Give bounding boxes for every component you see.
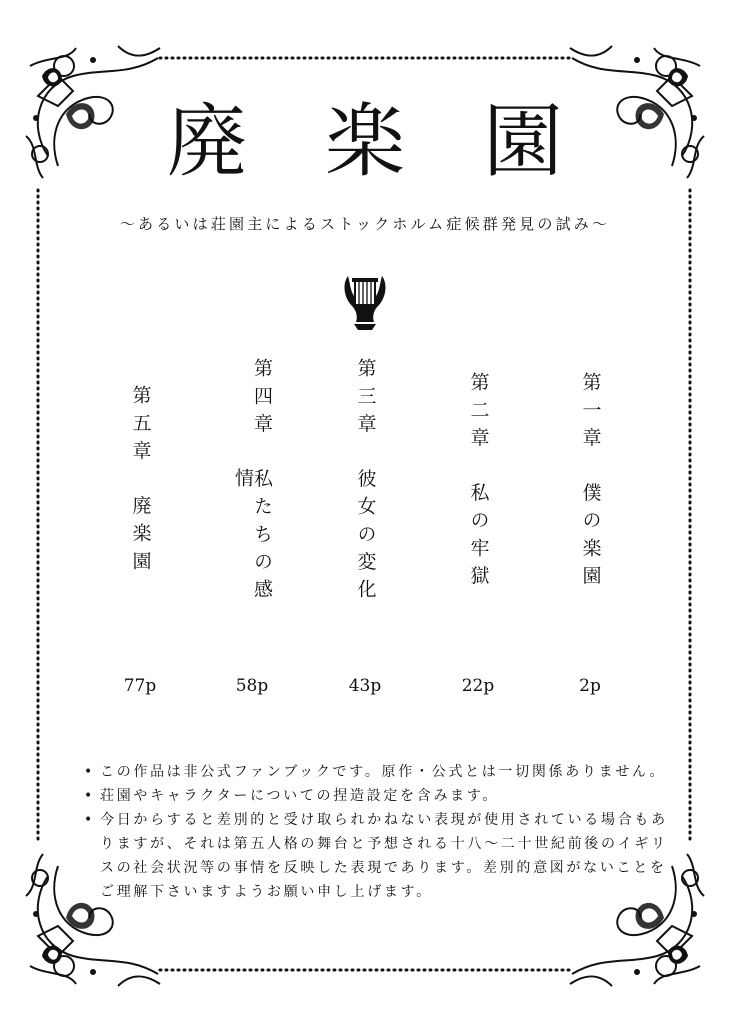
page-number: 2p <box>579 676 601 696</box>
chapter-title: 第三章 彼女の変化 <box>354 357 377 607</box>
subtitle: ～あるいは荘園主によるストックホルム症候群発見の試み～ <box>119 215 611 233</box>
list-item <box>84 784 674 808</box>
note-text: この作品は非公式ファンブックです。原作・公式とは一切関係ありません。 <box>100 764 667 780</box>
chapter-4[interactable] <box>232 352 273 696</box>
page-number: 77p <box>123 676 157 696</box>
lyre-icon <box>342 272 388 332</box>
chapter-5[interactable] <box>120 352 160 696</box>
page-title: 廃楽園 <box>167 95 641 188</box>
table-of-contents <box>120 352 620 696</box>
note-text: 今日からすると差別的と受け取られかねない表現が使用されている場合もありますが、それは第五人格の舞台と予想される十八～二十世紀前後のイギリスの社会状況等の事情を反映した表現であります。差別的意図がないことをご理解下さいますようお願い申し上げます。 <box>100 812 668 900</box>
chapter-title: 第四章 私たちの感情 <box>232 357 273 607</box>
chapter-title: 第五章 廃楽園 <box>129 385 152 579</box>
bullet: • <box>84 812 95 828</box>
page-number: 22p <box>461 676 495 696</box>
list-item <box>84 808 674 904</box>
list-item <box>84 760 674 784</box>
notes-list <box>84 760 674 904</box>
page-number: 43p <box>348 676 382 696</box>
chapter-title: 第二章 私の牢獄 <box>467 371 490 593</box>
bullet: • <box>84 764 95 780</box>
chapter-2[interactable] <box>458 352 498 696</box>
chapter-3[interactable] <box>345 352 385 696</box>
bullet: • <box>84 788 95 804</box>
chapter-title: 第一章 僕の楽園 <box>579 371 602 593</box>
chapter-1[interactable] <box>570 352 610 696</box>
note-text: 荘園やキャラクターについての捏造設定を含みます。 <box>100 788 500 804</box>
page-number: 58p <box>235 676 269 696</box>
